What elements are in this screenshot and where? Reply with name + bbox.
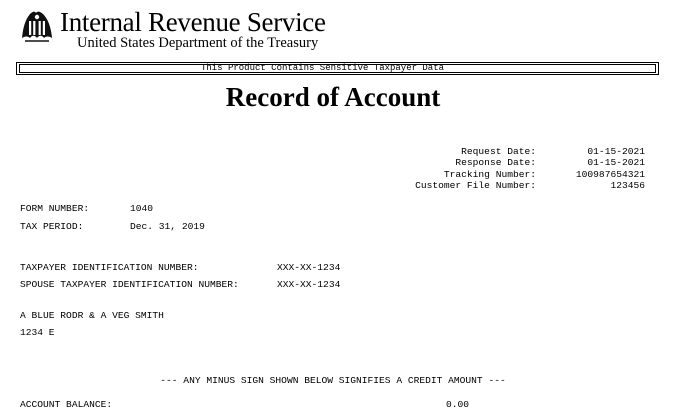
response-date-value: 01-15-2021 (587, 157, 645, 168)
taxpayer-name: A BLUE RODR & A VEG SMITH (20, 310, 164, 321)
request-date-value: 01-15-2021 (587, 146, 645, 157)
customer-file-number-value: 123456 (610, 180, 645, 191)
document-title: Record of Account (225, 82, 441, 112)
form-number-label: FORM NUMBER: (20, 203, 90, 214)
tax-period-label: TAX PERIOD: (20, 221, 84, 232)
account-balance-label: ACCOUNT BALANCE: (20, 399, 113, 410)
spouse-tin-label: SPOUSE TAXPAYER IDENTIFICATION NUMBER: (20, 279, 239, 290)
tin-value: XXX-XX-1234 (277, 262, 341, 273)
sensitive-data-banner (16, 62, 659, 75)
request-date-label: Request Date: (461, 146, 536, 157)
tax-period-value: Dec. 31, 2019 (130, 221, 205, 232)
sensitive-data-banner-inner (19, 64, 656, 73)
taxpayer-address: 1234 E (20, 327, 55, 338)
tracking-number-label: Tracking Number: (443, 169, 536, 180)
account-balance-value: 0.00 (446, 399, 470, 410)
tin-label: TAXPAYER IDENTIFICATION NUMBER: (20, 262, 199, 273)
credit-amount-note: --- ANY MINUS SIGN SHOWN BELOW SIGNIFIES A CREDIT AMOUNT --- (160, 375, 506, 386)
org-name: Internal Revenue Service (60, 7, 326, 37)
customer-file-number-label: Customer File Number: (415, 180, 536, 191)
banner-text: This Product Contains Sensitive Taxpayer Data (200, 63, 445, 73)
tracking-number-value: 100987654321 (575, 169, 645, 180)
irs-eagle-logo-icon (19, 8, 55, 44)
spouse-tin-value: XXX-XX-1234 (277, 279, 341, 290)
org-subtitle: United States Department of the Treasury (77, 35, 319, 51)
response-date-label: Response Date: (455, 157, 536, 168)
form-number-value: 1040 (130, 203, 154, 214)
